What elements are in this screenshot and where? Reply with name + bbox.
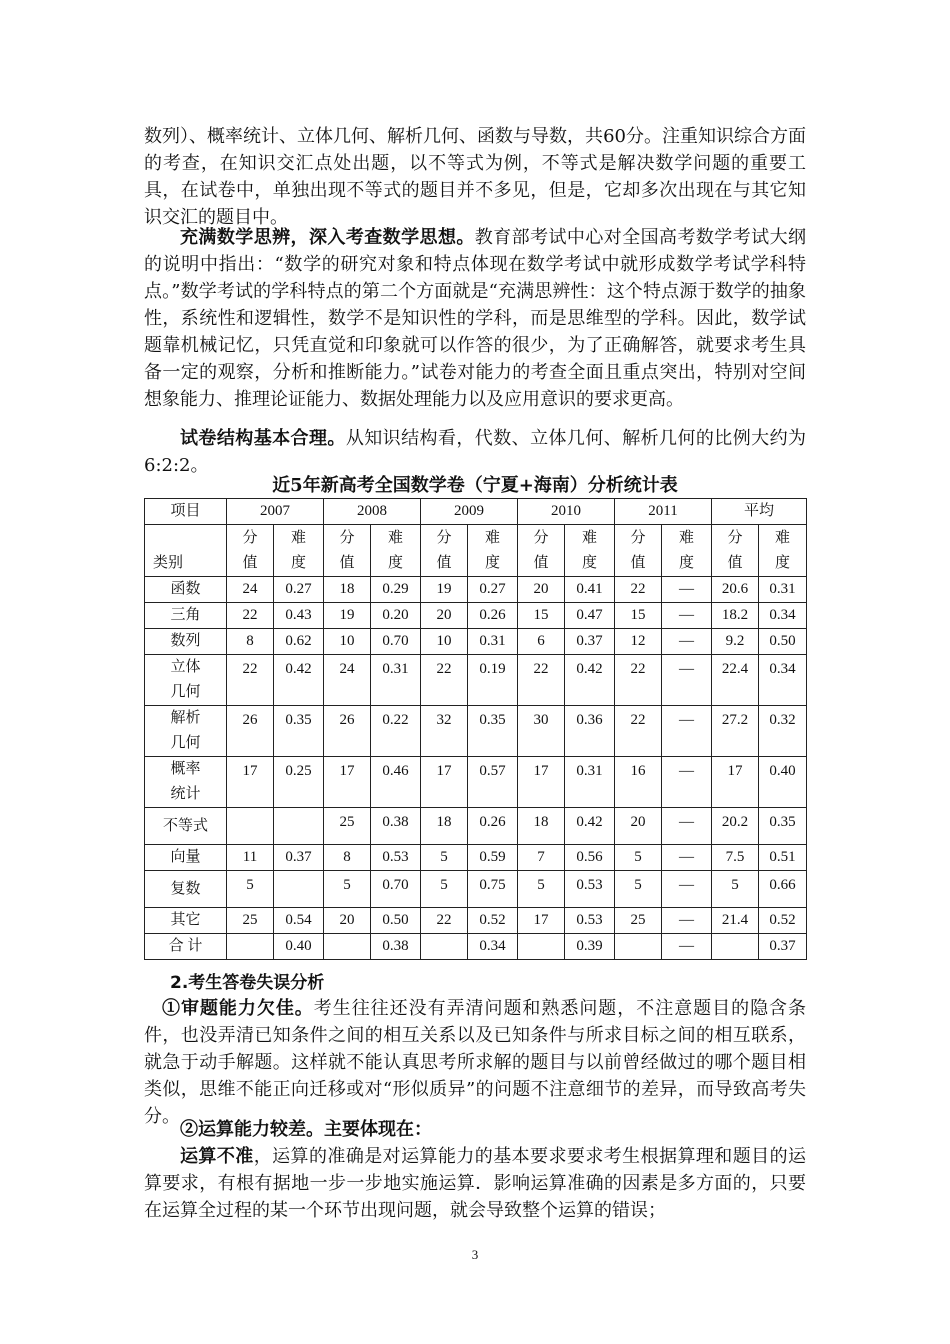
score-cell: 15	[615, 603, 662, 629]
difficulty-cell: 0.31	[565, 757, 615, 808]
difficulty-cell: 0.62	[274, 629, 324, 655]
difficulty-cell: 0.50	[371, 908, 421, 934]
header-score	[421, 525, 468, 577]
point2-title: ②运算能力较差。主要体现在：	[180, 1119, 432, 1140]
row-category: 复数	[145, 871, 227, 908]
statistics-table	[144, 498, 807, 960]
header-difficulty-char: 难	[581, 529, 597, 546]
table-row	[145, 706, 807, 757]
difficulty-cell: 0.40	[759, 757, 807, 808]
header-score-char: 值	[630, 554, 646, 571]
point2-paragraph	[144, 1116, 806, 1224]
difficulty-cell	[274, 871, 324, 908]
score-cell: 18	[421, 808, 468, 845]
header-difficulty-char: 度	[775, 554, 791, 571]
difficulty-cell: 0.70	[371, 871, 421, 908]
difficulty-cell: 0.34	[759, 655, 807, 706]
difficulty-cell: 0.38	[371, 934, 421, 960]
thinking-paragraph	[144, 224, 806, 413]
header-score-char: 值	[436, 554, 452, 571]
header-difficulty-char: 难	[775, 529, 791, 546]
difficulty-cell: 0.54	[274, 908, 324, 934]
score-cell	[615, 934, 662, 960]
table-row	[145, 655, 807, 706]
table-title: 近5年新高考全国数学卷（宁夏+海南）分析统计表	[272, 475, 678, 496]
difficulty-cell: —	[662, 808, 712, 845]
score-cell: 20	[324, 908, 371, 934]
difficulty-cell: 0.39	[565, 934, 615, 960]
difficulty-cell: 0.31	[371, 655, 421, 706]
score-cell: 17	[518, 757, 565, 808]
row-category: 函数	[145, 577, 227, 603]
score-cell: 22	[421, 908, 468, 934]
header-difficulty	[662, 525, 712, 577]
difficulty-cell: 0.20	[371, 603, 421, 629]
header-score	[227, 525, 274, 577]
score-cell: 22	[518, 655, 565, 706]
difficulty-cell: 0.53	[565, 871, 615, 908]
header-score	[712, 525, 759, 577]
table-row	[145, 934, 807, 960]
score-cell: 32	[421, 706, 468, 757]
score-cell: 10	[324, 629, 371, 655]
header-score-char: 值	[533, 554, 549, 571]
score-cell: 22	[227, 603, 274, 629]
score-cell: 26	[227, 706, 274, 757]
header-item: 项目	[145, 499, 227, 525]
score-cell: 8	[227, 629, 274, 655]
difficulty-cell: 0.59	[468, 845, 518, 871]
header-difficulty-char: 难	[387, 529, 403, 546]
score-cell: 25	[324, 808, 371, 845]
difficulty-cell: 0.47	[565, 603, 615, 629]
score-cell: 5	[324, 871, 371, 908]
score-cell: 22	[615, 577, 662, 603]
score-cell: 5	[421, 871, 468, 908]
table-row	[145, 808, 807, 845]
header-year: 2008	[324, 499, 421, 525]
header-year: 2010	[518, 499, 615, 525]
difficulty-cell: 0.50	[759, 629, 807, 655]
score-cell: 5	[227, 871, 274, 908]
difficulty-cell: 0.19	[468, 655, 518, 706]
difficulty-cell: 0.34	[759, 603, 807, 629]
row-category: 数列	[145, 629, 227, 655]
header-difficulty-char: 度	[484, 554, 500, 571]
header-score-char: 分	[242, 529, 258, 546]
score-cell: 8	[324, 845, 371, 871]
difficulty-cell: 0.38	[371, 808, 421, 845]
score-cell: 26	[324, 706, 371, 757]
score-cell: 17	[518, 908, 565, 934]
page-number: 3	[471, 1247, 479, 1262]
header-difficulty-char: 难	[290, 529, 306, 546]
thinking-title: 充满数学思辨，深入考查数学思想。	[180, 227, 475, 248]
header-difficulty	[759, 525, 807, 577]
row-category: 概率 统计	[145, 757, 227, 808]
difficulty-cell: —	[662, 603, 712, 629]
section-heading-error-analysis: 2.考生答卷失误分析	[170, 973, 325, 993]
header-difficulty-char: 度	[290, 554, 306, 571]
score-cell: 7	[518, 845, 565, 871]
score-cell: 24	[227, 577, 274, 603]
difficulty-cell	[274, 808, 324, 845]
score-cell: 30	[518, 706, 565, 757]
score-cell: 20	[615, 808, 662, 845]
header-difficulty-char: 度	[679, 554, 695, 571]
header-difficulty-char: 难	[484, 529, 500, 546]
difficulty-cell: —	[662, 655, 712, 706]
score-cell: 16	[615, 757, 662, 808]
header-difficulty-char: 难	[679, 529, 695, 546]
difficulty-cell: 0.37	[565, 629, 615, 655]
header-difficulty-char: 度	[581, 554, 597, 571]
difficulty-cell: 0.29	[371, 577, 421, 603]
difficulty-cell: 0.37	[274, 845, 324, 871]
row-category: 三角	[145, 603, 227, 629]
score-cell: 20	[421, 603, 468, 629]
score-cell	[324, 934, 371, 960]
header-row-years	[145, 499, 807, 525]
score-cell: 22	[615, 706, 662, 757]
score-cell	[518, 934, 565, 960]
score-cell: 17	[324, 757, 371, 808]
difficulty-cell: 0.27	[274, 577, 324, 603]
difficulty-cell: —	[662, 757, 712, 808]
table-row	[145, 845, 807, 871]
header-score-char: 值	[727, 554, 743, 571]
difficulty-cell: 0.22	[371, 706, 421, 757]
difficulty-cell: 0.32	[759, 706, 807, 757]
point1-body: 考生往往还没有弄清问题和熟悉问题，不注意题目的隐含条件，也没弄清已知条件之间的相互关系以及已知条件与所求目标之间的相互联系，就急于动手解题。这样就不能认真思考所求解的题目与以前曾经做过的哪个题目相类似，思维不能正向迁移或对“形似质异”的问题不注意细节的差异，而导致高考失分。	[144, 998, 807, 1127]
header-score-char: 值	[339, 554, 355, 571]
difficulty-cell: 0.35	[468, 706, 518, 757]
score-cell: 25	[615, 908, 662, 934]
score-cell: 22.4	[712, 655, 759, 706]
difficulty-cell: 0.42	[565, 655, 615, 706]
score-cell: 7.5	[712, 845, 759, 871]
header-year: 2009	[421, 499, 518, 525]
difficulty-cell: 0.56	[565, 845, 615, 871]
header-difficulty	[371, 525, 421, 577]
score-cell: 25	[227, 908, 274, 934]
difficulty-cell: 0.35	[759, 808, 807, 845]
score-cell: 19	[421, 577, 468, 603]
score-cell: 17	[421, 757, 468, 808]
score-cell: 22	[227, 655, 274, 706]
difficulty-cell: 0.42	[565, 808, 615, 845]
difficulty-cell: 0.31	[468, 629, 518, 655]
row-category: 不等式	[145, 808, 227, 845]
difficulty-cell: 0.34	[468, 934, 518, 960]
structure-body: 从知识结构看，代数、立体几何、解析几何的比例大约为6:2:2。	[144, 428, 807, 476]
difficulty-cell: 0.36	[565, 706, 615, 757]
difficulty-cell: —	[662, 629, 712, 655]
header-difficulty-char: 度	[387, 554, 403, 571]
header-year: 平均	[712, 499, 807, 525]
header-category-label: 类别	[153, 555, 184, 571]
difficulty-cell: —	[662, 845, 712, 871]
header-difficulty	[565, 525, 615, 577]
score-cell: 18	[518, 808, 565, 845]
score-cell: 5	[712, 871, 759, 908]
header-score	[518, 525, 565, 577]
difficulty-cell: 0.75	[468, 871, 518, 908]
score-cell: 12	[615, 629, 662, 655]
score-cell: 24	[324, 655, 371, 706]
score-cell: 9.2	[712, 629, 759, 655]
difficulty-cell: 0.41	[565, 577, 615, 603]
score-cell: 20.2	[712, 808, 759, 845]
header-difficulty	[274, 525, 324, 577]
table-row	[145, 603, 807, 629]
score-cell: 10	[421, 629, 468, 655]
difficulty-cell: 0.27	[468, 577, 518, 603]
score-cell: 27.2	[712, 706, 759, 757]
table-row	[145, 577, 807, 603]
difficulty-cell: 0.53	[565, 908, 615, 934]
score-cell: 17	[227, 757, 274, 808]
intro-paragraph	[144, 123, 806, 231]
header-score-char: 分	[533, 529, 549, 546]
score-cell: 19	[324, 603, 371, 629]
difficulty-cell: 0.52	[468, 908, 518, 934]
score-cell: 11	[227, 845, 274, 871]
difficulty-cell: 0.37	[759, 934, 807, 960]
table-row	[145, 757, 807, 808]
score-cell: 5	[518, 871, 565, 908]
difficulty-cell: —	[662, 706, 712, 757]
difficulty-cell: 0.26	[468, 603, 518, 629]
row-category: 解析 几何	[145, 706, 227, 757]
score-cell: 5	[615, 871, 662, 908]
intro-text: 数列）、概率统计、立体几何、解析几何、函数与导数，共60分。注重知识综合方面的考查，在知识交汇点处出题，以不等式为例，不等式是解决数学问题的重要工具，在试卷中，单独出现不等式的题目并不多见，但是，它却多次出现在与其它知识交汇的题目中。	[144, 126, 806, 228]
difficulty-cell: 0.51	[759, 845, 807, 871]
difficulty-cell: 0.35	[274, 706, 324, 757]
score-cell: 21.4	[712, 908, 759, 934]
row-category: 其它	[145, 908, 227, 934]
header-score	[324, 525, 371, 577]
difficulty-cell: 0.26	[468, 808, 518, 845]
point1-paragraph	[144, 995, 806, 1130]
score-cell: 17	[712, 757, 759, 808]
header-score-char: 分	[630, 529, 646, 546]
difficulty-cell: 0.57	[468, 757, 518, 808]
header-score-char: 分	[436, 529, 452, 546]
row-category: 向量	[145, 845, 227, 871]
score-cell: 5	[421, 845, 468, 871]
score-cell: 6	[518, 629, 565, 655]
header-score-char: 值	[242, 554, 258, 571]
score-cell: 22	[421, 655, 468, 706]
row-category: 合 计	[145, 934, 227, 960]
header-year: 2011	[615, 499, 712, 525]
point1-title: ①审题能力欠佳。	[162, 998, 314, 1019]
difficulty-cell: 0.31	[759, 577, 807, 603]
score-cell: 20	[518, 577, 565, 603]
header-year: 2007	[227, 499, 324, 525]
difficulty-cell: 0.46	[371, 757, 421, 808]
table-row	[145, 629, 807, 655]
score-cell: 18.2	[712, 603, 759, 629]
difficulty-cell: 0.40	[274, 934, 324, 960]
score-cell	[421, 934, 468, 960]
row-category: 立体 几何	[145, 655, 227, 706]
header-score	[615, 525, 662, 577]
difficulty-cell: 0.25	[274, 757, 324, 808]
header-difficulty	[468, 525, 518, 577]
thinking-body: 教育部考试中心对全国高考数学考试大纲的说明中指出：“数学的研究对象和特点体现在数学考试中就形成数学考试学科特点。”数学考试的学科特点的第二个方面就是“充满思辨性：这个特点源于数学的抽象性，系统性和逻辑性，数学不是知识性的学科，而是思维型的学科。因此，数学试题靠机械记忆，只凭直觉和印象就可以作答的很少，为了正确解答，就要求考生具备一定的观察，分析和推断能力。”试卷对能力的考查全面且重点突出，特别对空间想象能力、推理论证能力、数据处理能力以及应用意识的要求更高。	[144, 227, 807, 410]
table-row	[145, 871, 807, 908]
difficulty-cell: 0.42	[274, 655, 324, 706]
structure-title: 试卷结构基本合理。	[180, 428, 346, 449]
score-cell: 15	[518, 603, 565, 629]
difficulty-cell: 0.52	[759, 908, 807, 934]
header-row-sub	[145, 525, 807, 577]
header-score-char: 分	[339, 529, 355, 546]
score-cell	[227, 808, 274, 845]
score-cell: 5	[615, 845, 662, 871]
difficulty-cell: 0.70	[371, 629, 421, 655]
difficulty-cell: 0.66	[759, 871, 807, 908]
difficulty-cell: 0.53	[371, 845, 421, 871]
table-row	[145, 908, 807, 934]
score-cell: 20.6	[712, 577, 759, 603]
difficulty-cell: —	[662, 577, 712, 603]
header-score-char: 分	[727, 529, 743, 546]
score-cell	[712, 934, 759, 960]
difficulty-cell: —	[662, 934, 712, 960]
point2-subtitle: 运算不准	[180, 1146, 254, 1167]
difficulty-cell: —	[662, 871, 712, 908]
score-cell	[227, 934, 274, 960]
score-cell: 22	[615, 655, 662, 706]
point2-body: ，运算的准确是对运算能力的基本要求要求考生根据算理和题目的运算要求，有根有据地一步一步地实施运算．影响运算准确的因素是多方面的，只要在运算全过程的某一个环节出现问题，就会导致整个运算的错误；	[144, 1146, 807, 1221]
difficulty-cell: 0.43	[274, 603, 324, 629]
table-body	[145, 499, 807, 960]
score-cell: 18	[324, 577, 371, 603]
difficulty-cell: —	[662, 908, 712, 934]
structure-paragraph	[144, 425, 806, 479]
header-category	[145, 525, 227, 577]
